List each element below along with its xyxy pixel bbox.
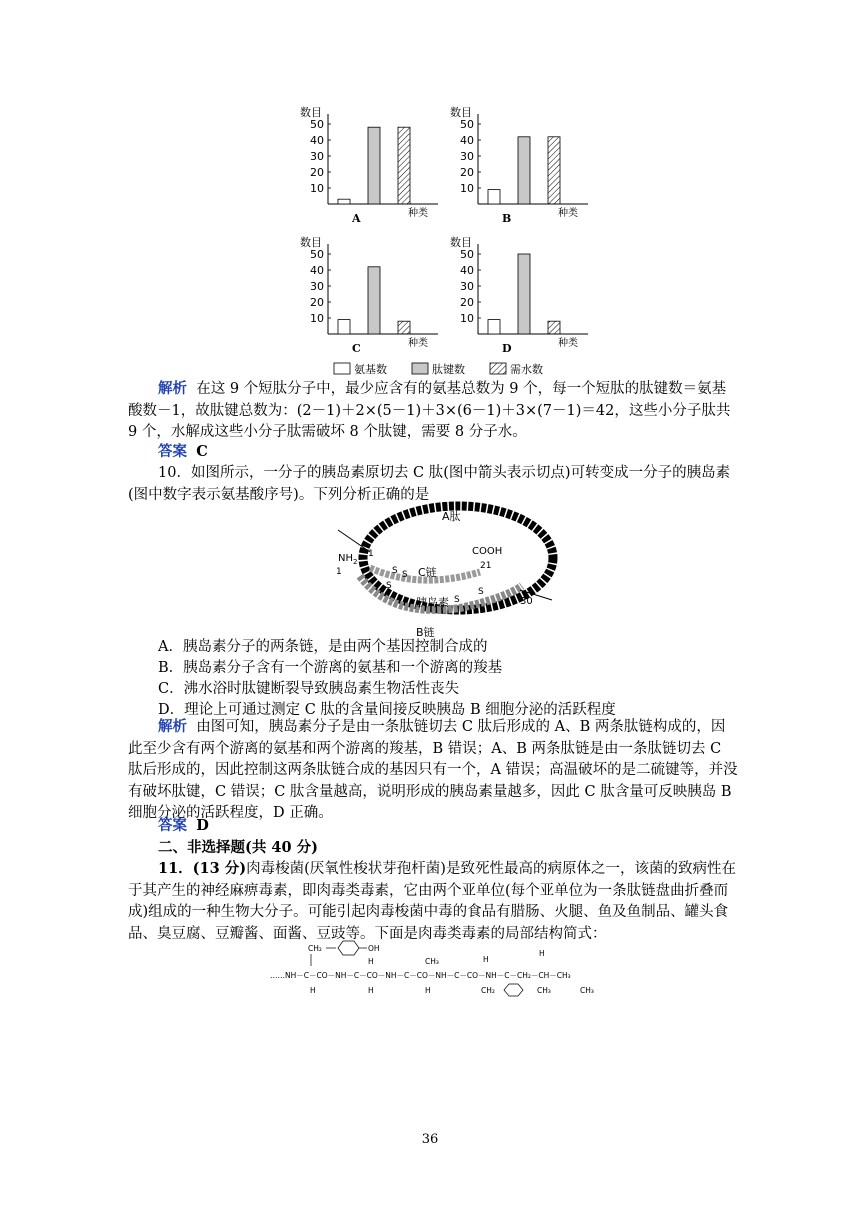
y-tick-label: 40 [310, 134, 324, 147]
struct-h4: H [310, 986, 316, 995]
analysis-label: 解析 [158, 380, 187, 397]
y-tick-label: 20 [310, 166, 324, 179]
y-axis-label: 数目 [450, 236, 472, 249]
label-s3: S [386, 581, 392, 591]
legend-swatch-peptide [412, 363, 428, 374]
insulin-diagram [330, 498, 570, 640]
legend-label-peptide: 肽键数 [432, 363, 465, 376]
struct-ch3-2: CH₃ [537, 986, 551, 995]
y-tick-label: 40 [460, 264, 474, 277]
y-tick-label: 40 [310, 264, 324, 277]
bar-amino [338, 199, 350, 204]
label-nh2: $NH_2$ [338, 553, 358, 566]
struct-h1: H [368, 957, 374, 966]
struct-h6: H [425, 986, 431, 995]
label-s2: S [402, 570, 408, 580]
bar-water [548, 137, 560, 204]
answer-label-2: 答案 [158, 817, 187, 834]
struct-h3: H [539, 949, 545, 958]
y-axis-label: 数目 [300, 106, 322, 119]
bar-water [398, 321, 410, 334]
y-tick-label: 10 [310, 182, 324, 195]
panel-label: A [352, 212, 361, 225]
struct-h2: H [483, 955, 489, 964]
y-tick-label: 30 [310, 280, 324, 293]
q10-option-c: C．沸水浴时肽键断裂导致胰岛素生物活性丧失 [158, 681, 460, 697]
bar-peptide [368, 267, 380, 334]
q10-answer [158, 815, 768, 838]
label-21: 21 [480, 561, 492, 571]
y-tick-label: 10 [310, 312, 324, 325]
y-tick-label: 50 [310, 118, 324, 131]
chart-legend [330, 360, 570, 378]
x-axis-label: 种类 [558, 208, 578, 219]
answer-value-2: D [196, 817, 209, 834]
legend-swatch-water [490, 363, 506, 374]
y-axis-label: 数目 [450, 106, 472, 119]
label-a-peptide: A肽 [442, 510, 461, 523]
y-tick-label: 40 [460, 134, 474, 147]
label-1a: 1 [368, 549, 374, 559]
label-cooh: COOH [472, 546, 503, 557]
label-s5: S [454, 595, 460, 605]
structure-formula [268, 938, 628, 1004]
label-s4: S [478, 587, 484, 597]
label-b-chain: B链 [416, 626, 435, 639]
y-tick-label: 10 [460, 182, 474, 195]
panel-label: B [502, 212, 512, 225]
label-s1: S [392, 566, 398, 576]
y-tick-label: 30 [310, 150, 324, 163]
struct-h5: H [368, 986, 374, 995]
bar-amino [488, 190, 500, 204]
struct-ch2-bottom: CH₂ [481, 986, 495, 995]
analysis-label-2: 解析 [158, 718, 187, 735]
x-axis-label: 种类 [558, 338, 578, 349]
y-tick-label: 50 [460, 248, 474, 261]
legend-swatch-amino [334, 363, 350, 374]
q10-option-a: A．胰岛素分子的两条链，是由两个基因控制合成的 [158, 639, 488, 655]
panel-label: D [502, 342, 512, 355]
x-axis-label: 种类 [408, 338, 428, 349]
label-insulin: 胰岛素 [416, 596, 449, 609]
bar-peptide [518, 254, 530, 334]
analysis-text: 在这 9 个短肽分子中，最少应含有的氨基总数为 9 个，每一个短肽的肽键数＝氨基酸数－1，故肽键总数为：(2－1)＋2×(5－1)＋3×(6－1)＋3×(7－1)＝42，这些小分子肽共 9 个，水解成这些小分子肽需破坏 8 个肽键，需要 8 分子水。 [128, 381, 731, 440]
y-tick-label: 30 [460, 150, 474, 163]
section-heading: 二、非选择题(共 40 分) [158, 839, 318, 856]
legend-label-water: 需水数 [510, 363, 543, 376]
cut-arrow-left [338, 530, 370, 552]
struct-ch2-top: CH₂ [308, 944, 322, 953]
q10-stem-text: 10．如图所示，一分子的胰岛素原切去 C 肽(图中箭头表示切点)可转变成一分子的胰岛素(图中数字表示氨基酸序号)。下列分析正确的是 [128, 465, 731, 503]
struct-ch3-1: CH₃ [425, 957, 439, 966]
label-c-chain: C链 [418, 566, 437, 579]
bar-amino [488, 320, 500, 334]
bar-amino [338, 320, 350, 334]
bar-charts-figure [290, 100, 600, 380]
bar-water [548, 321, 560, 334]
legend-label-amino: 氨基数 [354, 363, 387, 376]
answer-label: 答案 [158, 443, 187, 460]
q11-body: 肉毒梭菌(厌氧性梭状芽孢杆菌)是致死性最高的病原体之一，该菌的致病性在于其产生的神经麻痹毒素，即肉毒类毒素，它由两个亚单位(每个亚单位为一条肽链盘曲折叠而成)组成的一种生物大分子。可能引起肉毒梭菌中毒的食品有腊肠、火腿、鱼及鱼制品、罐头食品、臭豆腐、豆瓣酱、面酱、豆豉等。下面是肉毒类毒素的局部结构简式： [128, 861, 736, 942]
bar-peptide [368, 127, 380, 204]
y-tick-label: 50 [460, 118, 474, 131]
y-tick-label: 50 [310, 248, 324, 261]
answer-value: C [196, 443, 208, 460]
q9-answer [158, 441, 768, 464]
page-number: 36 [421, 1132, 439, 1147]
y-tick-label: 30 [460, 280, 474, 293]
analysis-text-2: 由图可知，胰岛素分子是由一条肽链切去 C 肽后形成的 A、B 两条肽链构成的，因此至少含有两个游离的氨基和两个游离的羧基，B 错误；A、B 两条肽链是由一条肽链切去 C 肽后形成的，因此控制这两条肽链合成的基因只有一个，A 错误；高温破坏的是二硫键等，并没有破坏肽键，C 错误；C 肽含量越高，说明形成的胰岛素量越多，因此 C 肽含量可反映胰岛 B 细胞分泌的活跃程度，D 正确。 [128, 719, 738, 821]
bar-peptide [518, 137, 530, 204]
x-axis-label: 种类 [408, 208, 428, 219]
q11-text [128, 858, 738, 945]
struct-oh: OH [368, 944, 380, 953]
label-1b: 1 [336, 567, 342, 577]
y-tick-label: 20 [460, 166, 474, 179]
q10-option-d: D．理论上可通过测定 C 肽的含量间接反映胰岛 B 细胞分泌的活跃程度 [158, 702, 616, 718]
label-30: 30 [520, 596, 533, 607]
y-tick-label: 10 [460, 312, 474, 325]
y-axis-label: 数目 [300, 236, 322, 249]
bar-water [398, 127, 410, 204]
y-tick-label: 20 [310, 296, 324, 309]
q10-option-b: B．胰岛素分子含有一个游离的氨基和一个游离的羧基 [158, 660, 503, 676]
q11-lead: 11．(13 分) [158, 860, 247, 877]
q10-analysis [128, 716, 738, 825]
q9-analysis [128, 378, 738, 444]
struct-ch3-3: CH₃ [580, 986, 594, 995]
y-tick-label: 20 [460, 296, 474, 309]
struct-chain: ……NH－C－CO－NH－C－CO－NH－C－CO－NH－C－CO－NH－C－CH₂－CH－CH₃ [270, 971, 571, 980]
panel-label: C [352, 342, 361, 355]
